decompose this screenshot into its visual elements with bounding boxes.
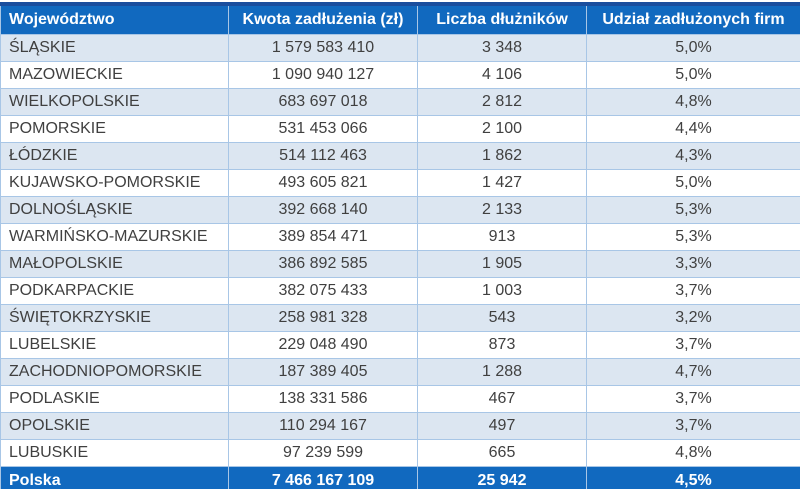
share-cell: 5,0%: [587, 62, 800, 89]
summary-region-cell: Polska: [1, 467, 229, 489]
share-cell: 3,7%: [587, 386, 800, 413]
debtors-cell: 1 427: [418, 170, 587, 197]
debtors-cell: 1 003: [418, 278, 587, 305]
debtors-cell: 873: [418, 332, 587, 359]
table-row: [1, 62, 800, 89]
table-row: [1, 305, 800, 332]
debtors-cell: 467: [418, 386, 587, 413]
region-cell: ZACHODNIOPOMORSKIE: [1, 359, 229, 386]
region-cell: MAŁOPOLSKIE: [1, 251, 229, 278]
region-cell: POMORSKIE: [1, 116, 229, 143]
debtors-cell: 913: [418, 224, 587, 251]
share-cell: 5,3%: [587, 197, 800, 224]
debtors-cell: 665: [418, 440, 587, 467]
table-row: [1, 35, 800, 62]
debtors-cell: 2 100: [418, 116, 587, 143]
share-cell: 5,3%: [587, 224, 800, 251]
summary-row: [1, 467, 800, 489]
region-cell: ŁÓDZKIE: [1, 143, 229, 170]
amount-cell: 97 239 599: [229, 440, 418, 467]
share-cell: 3,7%: [587, 278, 800, 305]
table-row: [1, 386, 800, 413]
table-row: [1, 224, 800, 251]
amount-cell: 683 697 018: [229, 89, 418, 116]
table-row: [1, 116, 800, 143]
table-row: [1, 413, 800, 440]
amount-cell: 531 453 066: [229, 116, 418, 143]
region-cell: WARMIŃSKO-MAZURSKIE: [1, 224, 229, 251]
region-cell: OPOLSKIE: [1, 413, 229, 440]
share-cell: 3,3%: [587, 251, 800, 278]
region-cell: PODKARPACKIE: [1, 278, 229, 305]
amount-cell: 514 112 463: [229, 143, 418, 170]
debtors-cell: 2 812: [418, 89, 587, 116]
column-header-region: Województwo: [1, 4, 229, 35]
amount-cell: 1 579 583 410: [229, 35, 418, 62]
region-cell: PODLASKIE: [1, 386, 229, 413]
region-cell: LUBELSKIE: [1, 332, 229, 359]
amount-cell: 382 075 433: [229, 278, 418, 305]
table-row: [1, 278, 800, 305]
share-cell: 4,4%: [587, 116, 800, 143]
amount-cell: 110 294 167: [229, 413, 418, 440]
column-header-debtors: Liczba dłużników: [418, 4, 587, 35]
table-row: [1, 89, 800, 116]
region-cell: WIELKOPOLSKIE: [1, 89, 229, 116]
column-header-share: Udział zadłużonych firm: [587, 4, 800, 35]
share-cell: 4,8%: [587, 89, 800, 116]
share-cell: 3,2%: [587, 305, 800, 332]
debtors-cell: 2 133: [418, 197, 587, 224]
debtors-cell: 1 862: [418, 143, 587, 170]
debt-table: [0, 2, 800, 489]
debtors-cell: 1 905: [418, 251, 587, 278]
amount-cell: 138 331 586: [229, 386, 418, 413]
amount-cell: 258 981 328: [229, 305, 418, 332]
amount-cell: 229 048 490: [229, 332, 418, 359]
amount-cell: 187 389 405: [229, 359, 418, 386]
table-row: [1, 332, 800, 359]
region-cell: LUBUSKIE: [1, 440, 229, 467]
table-row: [1, 170, 800, 197]
table-row: [1, 359, 800, 386]
summary-amount-cell: 7 466 167 109: [229, 467, 418, 489]
debtors-cell: 4 106: [418, 62, 587, 89]
region-cell: KUJAWSKO-POMORSKIE: [1, 170, 229, 197]
table-row: [1, 440, 800, 467]
debtors-cell: 1 288: [418, 359, 587, 386]
table-row: [1, 143, 800, 170]
region-cell: MAZOWIECKIE: [1, 62, 229, 89]
share-cell: 5,0%: [587, 170, 800, 197]
region-cell: DOLNOŚLĄSKIE: [1, 197, 229, 224]
amount-cell: 493 605 821: [229, 170, 418, 197]
debtors-cell: 3 348: [418, 35, 587, 62]
table-row: [1, 197, 800, 224]
share-cell: 4,8%: [587, 440, 800, 467]
summary-share-cell: 4,5%: [587, 467, 800, 489]
share-cell: 3,7%: [587, 413, 800, 440]
share-cell: 4,3%: [587, 143, 800, 170]
amount-cell: 389 854 471: [229, 224, 418, 251]
column-header-amount: Kwota zadłużenia (zł): [229, 4, 418, 35]
debtors-cell: 497: [418, 413, 587, 440]
region-cell: ŚLĄSKIE: [1, 35, 229, 62]
amount-cell: 1 090 940 127: [229, 62, 418, 89]
region-cell: ŚWIĘTOKRZYSKIE: [1, 305, 229, 332]
debtors-cell: 543: [418, 305, 587, 332]
table-header-row: [1, 4, 800, 35]
share-cell: 4,7%: [587, 359, 800, 386]
share-cell: 3,7%: [587, 332, 800, 359]
share-cell: 5,0%: [587, 35, 800, 62]
amount-cell: 386 892 585: [229, 251, 418, 278]
summary-debtors-cell: 25 942: [418, 467, 587, 489]
table-row: [1, 251, 800, 278]
amount-cell: 392 668 140: [229, 197, 418, 224]
